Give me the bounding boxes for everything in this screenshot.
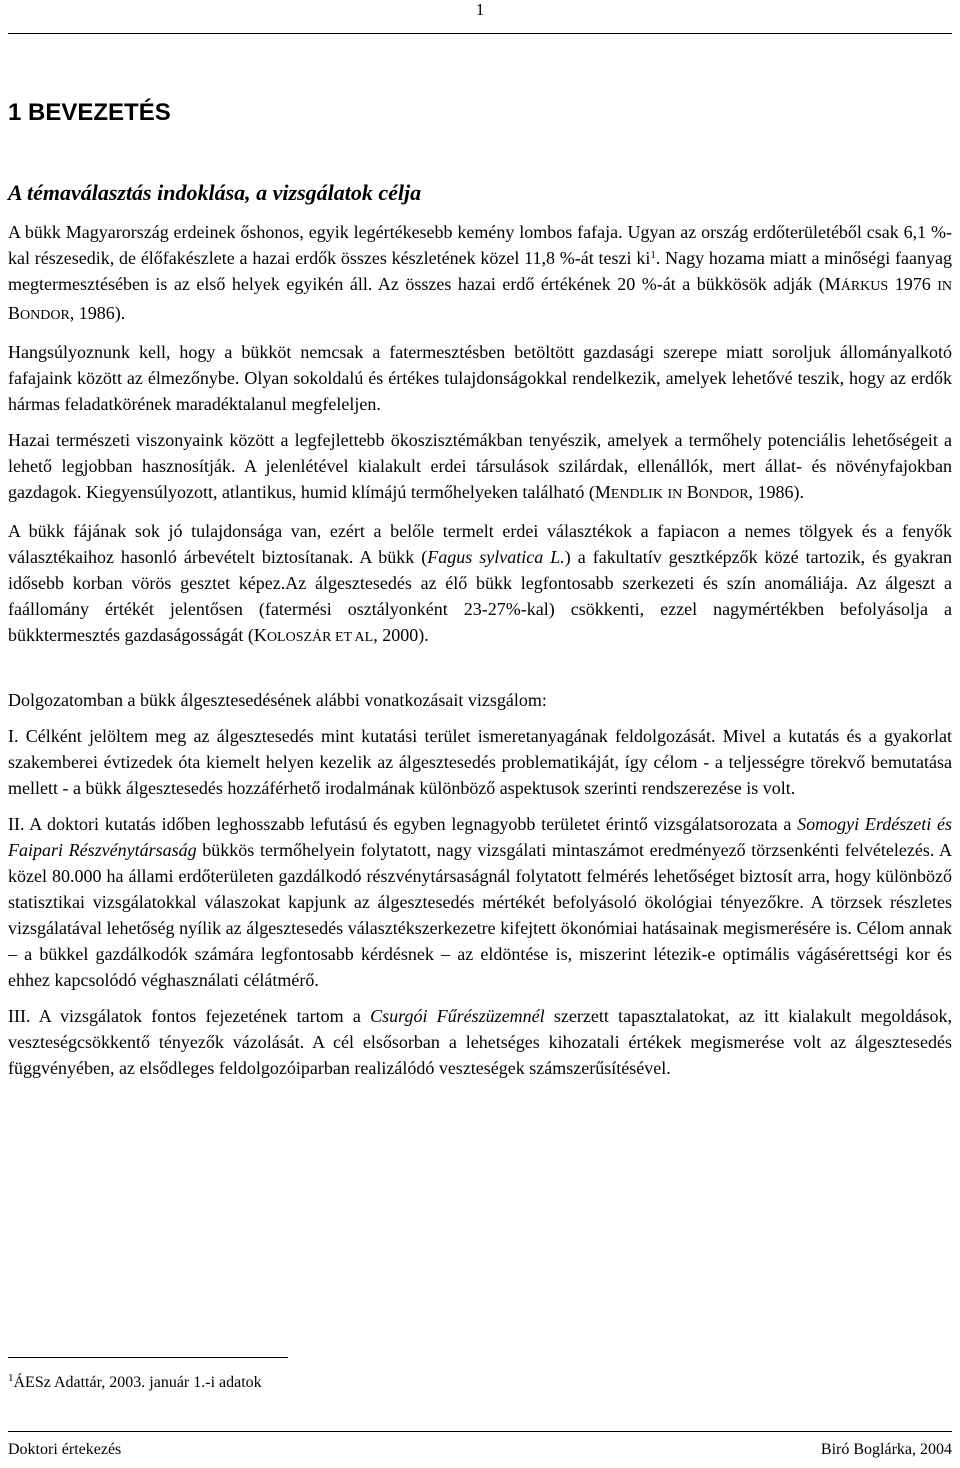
text-run: II. A doktori kutatás időben leghosszabb lefutású és egyben legnagyobb területet érintő vizsgálatsorozata a [8,814,798,834]
footnote-marker: 1 [8,1372,14,1384]
paragraph-2: Hangsúlyoznunk kell, hogy a bükköt nemcsak a fatermesztésben betöltött gazdasági szerepe miatt soroljuk állományalkotó fafajaink között az élmezőnybe. Olyan sokoldalú és értékes tulajdonságokkal rendelkezik, amelyek lehetővé teszik, hogy az erdők hármas feladatkörének maradéktalanul megfeleljen. [8,342,952,414]
footnote-rule [8,1357,288,1358]
paragraph-5: Dolgozatomban a bükk álgesztesedésének alábbi vonatkozásait vizsgálom: [8,690,547,710]
footer-left: Doktori értekezés [8,1441,122,1458]
text-run: . Nagy hozama miatt a minőségi faanyag megtermesztésében is az első helyek egyikén áll. Az összes hazai erdő értékének 20 %-át a bükkösök adják (M [8,248,952,294]
text-run: bükkös termőhelyein folytatott, nagy vizsgálati mintaszámot eredményező törzsenkénti felvételezés. A közel 80.000 ha állami erdőterületen gazdálkodó részvénytársaságnál folytatott felmérés lehetőséget biztosít arra, hogy különböző statisztikai vizsgálatokkal válaszokat kapjunk az álgesztesedés mértékét befolyásoló ökológiai tényezőkre. A törzsek részletes vizsgálatával lehetőség nyílik az álgesztesedés választékszerkezetre kifejtett ökonómiai hatásainak megismerésére is. Célom annak – a bükkel gazdálkodók számára legfontosabb kérdésnek – az eldöntése is, miszerint létezik-e optimális vágásérettségi kor és ehhez kapcsolódó véghasználati célátmérő. [8,840,952,990]
paragraph-1 [8,219,952,329]
citation-author: ONDOR [20,308,70,323]
text-run: A bükk Magyarország erdeinek őshonos, egyik legértékesebb kemény lombos fafaja. Ugyan az ország erdőterületéből csak 6,1 %-kal részesedik, de élőfakészlete a hazai erdők összes készletének közel 11,8 %-át teszi ki [8,222,952,268]
text-run: 1976 [888,274,938,294]
section-title: A témaválasztás indoklása, a vizsgálatok célja [8,180,422,205]
text-run: B [682,482,699,502]
text-run: , 1986). [748,482,805,502]
text-run: , 2000). [373,625,429,645]
text-run: ) a fakultatív gesztképzők közé tartozik, és gyakran idősebb korban vörös gesztet képez.Az álgesztesedés az élő bükk legfontosabb szerkezeti és szín anomáliája. Az álgeszt a faállomány értékét jelentősen (fatermési osztályonként 23-27%-kal) csökkenti, ezzel nagymértékben befolyásolja a bükktermesztés gazdaságosságát (K [8,547,952,645]
chapter-title: 1 BEVEZETÉS [8,99,171,126]
footnote [8,1372,262,1394]
footnote-text: ÁESz Adattár, 2003. január 1.-i adatok [13,1374,262,1391]
footer-rule [8,1431,952,1432]
text-run: A bükk fájának sok jó tulajdonsága van, ezért a belőle termelt erdei választékok a fapiacon a nemes tölgyek és a fenyők választékaihoz hasonló árbevételt biztosítanak. A bükk ( [8,521,952,567]
footer-right: Biró Boglárka, 2004 [820,1441,952,1458]
text-run: B [8,303,21,323]
citation-in: IN [667,487,683,502]
footnote-ref[interactable]: 1 [650,249,656,261]
citation-author: ÁRKUS [840,279,889,294]
body-text [8,219,952,1081]
text-run: Hazai természeti viszonyaink között a legfejlettebb ökoszisztémákban tenyészik, amelyek a termőhely potenciális lehetőségeit a lehető legjobban hasznosítják. A jelenlétével kialakult erdei társulások szilárdak, ellenállók, mert állat- és növényfajokban gazdagok. Kiegyensúlyozott, atlantikus, humid klímájú termőhelyeken található (M [8,430,952,502]
page-number: 1 [475,0,485,19]
citation-author: ENDLIK [610,487,663,502]
species-name: Fagus sylvatica L. [427,547,565,567]
paragraph-7 [8,811,952,993]
citation-author: OLOSZÁR ET AL [266,630,374,645]
paragraph-3 [8,427,952,508]
sawmill-name: Csurgói Fűrészüzemnél [370,1006,545,1026]
company-name: Somogyi Erdészeti és Faipari Részvénytársaság [8,814,952,860]
citation-author: ONDOR [698,487,749,502]
text-run: III. A vizsgálatok fontos fejezetének tartom a [8,1006,371,1026]
citation-in: IN [937,279,952,294]
paragraph-4 [8,518,952,651]
paragraph-8 [8,1003,952,1081]
text-run: szerzett tapasztalatokat, az itt kialakult megoldások, veszteségcsökkentő tényezők vázolását. A cél elsősorban a lehetséges kihozatali értékek megismerése volt az álgesztesedés függvényében, az elsődleges feldolgozóiparban realizálódó veszteségek számszerűsítésével. [8,1006,952,1078]
text-run: , 1986). [69,303,126,323]
header-rule [8,33,952,34]
paragraph-6: I. Célként jelöltem meg az álgesztesedés mint kutatási terület ismeretanyagának feldolgozását. Mivel a kutatás és a gyakorlat szakemberei évtizedek óta kiemelt helyen kezelik az álgesztesedés problematikáját, így célom - a teljességre törekvő bemutatása mellett - a bükk álgesztesedés hozzáférhető irodalmának különböző aspektusok szerinti rendszerezése is volt. [8,726,952,798]
